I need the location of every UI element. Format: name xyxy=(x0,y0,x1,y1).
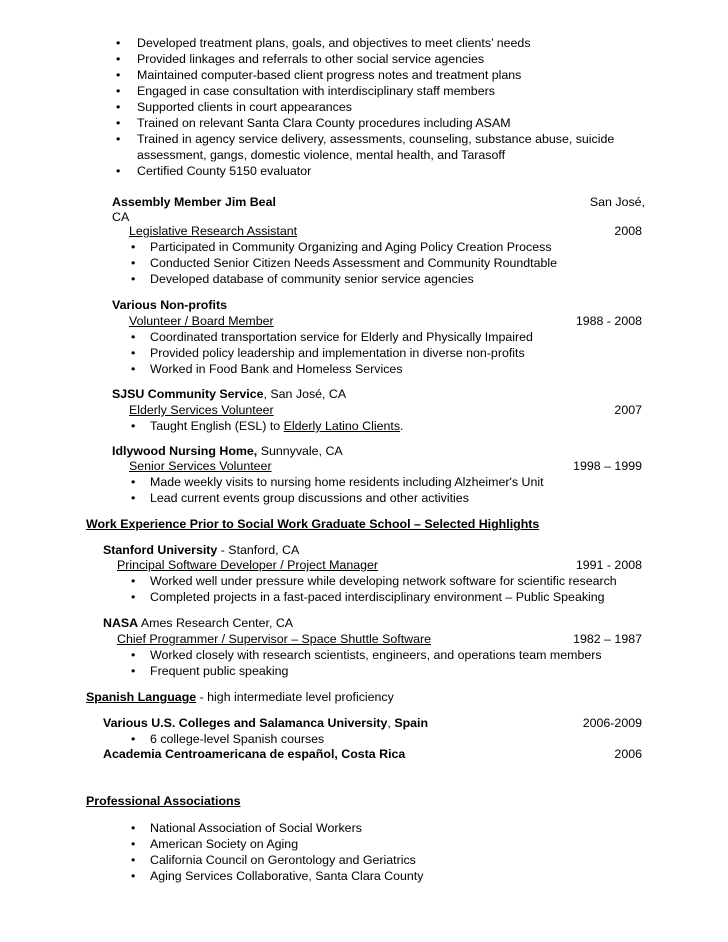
section-heading-spanish-line xyxy=(86,689,394,705)
list-item: Conducted Senior Citizen Needs Assessment and Community Roundtable xyxy=(150,256,558,270)
bullet-icon: • xyxy=(131,330,136,344)
bullet-icon: • xyxy=(131,869,136,883)
list-item: Worked in Food Bank and Homeless Services xyxy=(150,362,403,376)
bullet-icon: • xyxy=(116,52,121,66)
role-date: 2008 xyxy=(614,224,642,238)
bullet-icon: • xyxy=(131,821,136,835)
bullet-icon: • xyxy=(131,853,136,867)
role-date: 2006-2009 xyxy=(582,716,642,730)
list-item xyxy=(150,418,403,434)
bullet-icon: • xyxy=(131,362,136,376)
bullet-icon: • xyxy=(131,491,136,505)
role-date: 1991 - 2008 xyxy=(575,558,642,572)
bullet-icon: • xyxy=(116,116,121,130)
org-location: , San José, CA xyxy=(263,387,347,401)
role-title: Legislative Research Assistant xyxy=(129,224,298,238)
org-separator: , xyxy=(387,716,395,730)
list-item: Made weekly visits to nursing home residents including Alzheimer's Unit xyxy=(150,475,544,489)
list-item: California Council on Gerontology and Geriatrics xyxy=(150,853,416,867)
list-item-text: . xyxy=(400,419,404,433)
list-item-continuation: assessment, gangs, domestic violence, mental health, and Tarasoff xyxy=(137,148,506,162)
bullet-icon: • xyxy=(116,132,121,146)
list-item: Worked well under pressure while developing network software for scientific research xyxy=(150,574,617,588)
role-title: Elderly Services Volunteer xyxy=(129,403,274,417)
list-item: Engaged in case consultation with interdisciplinary staff members xyxy=(137,84,495,98)
bullet-icon: • xyxy=(116,68,121,82)
list-item: Maintained computer-based client progress notes and treatment plans xyxy=(137,68,522,82)
org-name: Various Non-profits xyxy=(112,298,227,312)
bullet-icon: • xyxy=(131,240,136,254)
org-location: San José, xyxy=(589,195,645,209)
bullet-icon: • xyxy=(131,732,136,746)
org-name: Academia Centroamericana de español, Costa Rica xyxy=(103,747,406,761)
org-name: Various U.S. Colleges and Salamanca University xyxy=(103,716,388,730)
org-name: Idlywood Nursing Home, xyxy=(112,444,258,458)
org-line xyxy=(103,615,293,631)
list-item: Supported clients in court appearances xyxy=(137,100,352,114)
list-item: American Society on Aging xyxy=(150,837,299,851)
bullet-icon: • xyxy=(131,475,136,489)
bullet-icon: • xyxy=(131,574,136,588)
list-item: Developed database of community senior service agencies xyxy=(150,272,474,286)
role-date: 1998 – 1999 xyxy=(573,459,642,473)
list-item: Certified County 5150 evaluator xyxy=(137,164,312,178)
list-item: Lead current events group discussions and other activities xyxy=(150,491,469,505)
org-location-continued: CA xyxy=(112,210,130,224)
org-line xyxy=(112,443,343,459)
list-item: National Association of Social Workers xyxy=(150,821,362,835)
org-line xyxy=(103,715,428,731)
bullet-icon: • xyxy=(131,256,136,270)
bullet-icon: • xyxy=(131,837,136,851)
org-name: Stanford University xyxy=(103,543,218,557)
org-name: SJSU Community Service xyxy=(112,387,264,401)
role-date: 1988 - 2008 xyxy=(575,314,642,328)
elderly-latino-link[interactable]: Elderly Latino Clients xyxy=(283,419,401,433)
list-item-text: Taught English (ESL) to xyxy=(150,419,284,433)
org-country: Spain xyxy=(394,716,429,730)
org-line xyxy=(112,386,346,402)
bullet-icon: • xyxy=(116,164,121,178)
list-item: Developed treatment plans, goals, and objectives to meet clients’ needs xyxy=(137,36,531,50)
list-item: Participated in Community Organizing and Aging Policy Creation Process xyxy=(150,240,552,254)
bullet-icon: • xyxy=(131,664,136,678)
org-name: NASA xyxy=(103,616,139,630)
bullet-icon: • xyxy=(131,590,136,604)
role-date: 2006 xyxy=(614,747,642,761)
org-line xyxy=(103,542,299,558)
section-heading-spanish: Spanish Language xyxy=(86,690,197,704)
org-location: Sunnyvale, CA xyxy=(257,444,343,458)
bullet-icon: • xyxy=(131,419,136,433)
role-title: Chief Programmer / Supervisor – Space Shuttle Software xyxy=(117,632,432,646)
list-item: Aging Services Collaborative, Santa Clara County xyxy=(150,869,424,883)
list-item: Completed projects in a fast-paced interdisciplinary environment – Public Speaking xyxy=(150,590,605,604)
list-item: 6 college-level Spanish courses xyxy=(150,732,325,746)
bullet-icon: • xyxy=(131,272,136,286)
bullet-icon: • xyxy=(116,100,121,114)
list-item: Coordinated transportation service for Elderly and Physically Impaired xyxy=(150,330,533,344)
list-item: Provided policy leadership and implementation in diverse non-profits xyxy=(150,346,525,360)
role-title: Principal Software Developer / Project Manager xyxy=(117,558,379,572)
bullet-icon: • xyxy=(131,346,136,360)
list-item: Frequent public speaking xyxy=(150,664,289,678)
role-title: Volunteer / Board Member xyxy=(129,314,274,328)
section-heading-associations: Professional Associations xyxy=(86,794,241,808)
list-item: Provided linkages and referrals to other social service agencies xyxy=(137,52,485,66)
role-date: 2007 xyxy=(614,403,642,417)
list-item: Worked closely with research scientists, engineers, and operations team members xyxy=(150,648,602,662)
org-location: Ames Research Center, CA xyxy=(138,616,294,630)
bullet-icon: • xyxy=(116,84,121,98)
org-location: - Stanford, CA xyxy=(217,543,300,557)
bullet-icon: • xyxy=(116,36,121,50)
list-item: Trained on relevant Santa Clara County procedures including ASAM xyxy=(137,116,511,130)
list-item: Trained in agency service delivery, assessments, counseling, substance abuse, suicide xyxy=(137,132,615,146)
section-heading-work: Work Experience Prior to Social Work Graduate School – Selected Highlights xyxy=(86,517,540,531)
bullet-icon: • xyxy=(131,648,136,662)
role-date: 1982 – 1987 xyxy=(573,632,642,646)
role-title: Senior Services Volunteer xyxy=(129,459,272,473)
proficiency-level: - high intermediate level proficiency xyxy=(196,690,394,704)
org-name: Assembly Member Jim Beal xyxy=(112,195,276,209)
